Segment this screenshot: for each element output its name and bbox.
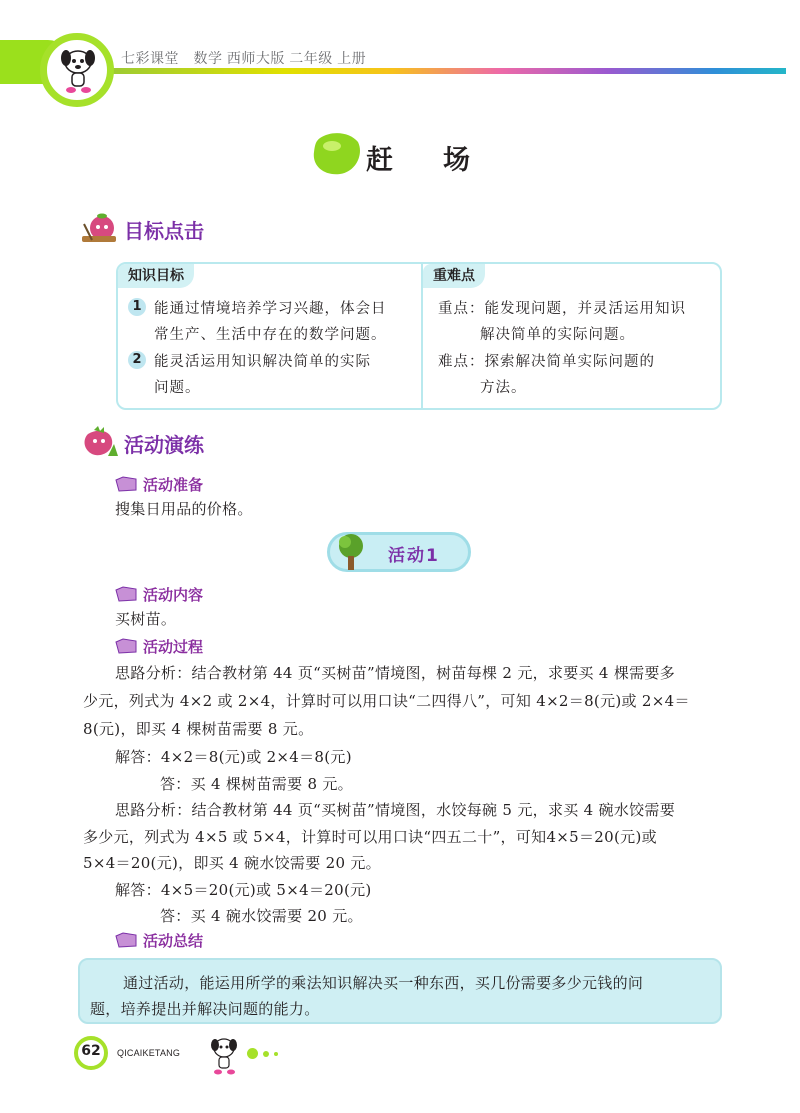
analysis-1-line-2: 少元，列式为 4×2 或 2×4，计算时可以用口诀“二四得八”，可知 4×2＝8(元)或 2×4＝ xyxy=(83,692,690,710)
key-point-line-2: 解决简单的实际问题。 xyxy=(480,327,635,343)
section-activity-title: 活动演练 xyxy=(124,433,204,457)
answer-2-line-2: 答：买 4 碗水饺需要 20 元。 xyxy=(160,907,363,925)
green-blob-icon xyxy=(312,132,362,176)
strawberry-character-icon xyxy=(80,426,120,460)
analysis-1-line-3: 8(元)，即买 4 棵树苗需要 8 元。 xyxy=(83,720,314,738)
dog-mascot-icon xyxy=(52,44,104,98)
difficult-point-line-1: 难点：探索解决简单实际问题的 xyxy=(438,354,655,370)
analysis-2-line-3: 5×4＝20(元)，即买 4 碗水饺需要 20 元。 xyxy=(83,854,381,872)
summary-label-text: 活动总结 xyxy=(143,932,204,950)
folder-tag-icon xyxy=(115,586,137,602)
knowledge-goals-tag: 知识目标 xyxy=(118,264,194,288)
activity-badge-label: 活动1 xyxy=(388,546,440,566)
key-point-line-1: 重点：能发现问题，并灵活运用知识 xyxy=(438,301,686,317)
footer-dot xyxy=(247,1048,258,1059)
content-text: 买树苗。 xyxy=(115,610,177,628)
footer-dot xyxy=(274,1052,278,1056)
header-rainbow-bar xyxy=(70,68,786,74)
analysis-2-line-2: 多少元，列式为 4×5 或 5×4，计算时可以用口诀“四五二十”，可知4×5＝20(元)或 xyxy=(83,828,657,846)
dog-mascot-icon xyxy=(204,1034,244,1078)
folder-tag-icon xyxy=(115,476,137,492)
prep-label-text: 活动准备 xyxy=(143,476,204,494)
section-goals-title: 目标点击 xyxy=(124,219,204,243)
content-label-text: 活动内容 xyxy=(143,586,204,604)
folder-tag-icon xyxy=(115,932,137,948)
prep-text: 搜集日用品的价格。 xyxy=(115,500,253,518)
folder-tag-icon xyxy=(115,638,137,654)
goal-2-line-2: 问题。 xyxy=(154,380,201,396)
goal-number: 1 xyxy=(128,298,146,316)
difficult-point-line-2: 方法。 xyxy=(480,380,527,396)
analysis-2-line-1: 思路分析：结合教材第 44 页“买树苗”情境图，水饺每碗 5 元，求买 4 碗水饺需要 xyxy=(115,801,676,819)
process-label-text: 活动过程 xyxy=(143,638,204,656)
chapter-title: 赶场 xyxy=(366,145,520,176)
tree-icon xyxy=(334,532,368,572)
goal-number: 2 xyxy=(128,351,146,369)
answer-1-line-2: 答：买 4 棵树苗需要 8 元。 xyxy=(160,775,353,793)
answer-2-line-1: 解答：4×5＝20(元)或 5×4＝20(元) xyxy=(115,881,372,899)
summary-line-2: 题，培养提出并解决问题的能力。 xyxy=(90,1000,320,1018)
book-title: 七彩课堂 数学 西师大版 二年级 上册 xyxy=(121,50,367,66)
footer-brand: QICAIKETANG xyxy=(117,1048,181,1058)
key-points-tag: 重难点 xyxy=(423,264,485,288)
page-number: 62 xyxy=(81,1043,101,1059)
answer-1-line-1: 解答：4×2＝8(元)或 2×4＝8(元) xyxy=(115,748,352,766)
analysis-1-line-1: 思路分析：结合教材第 44 页“买树苗”情境图，树苗每棵 2 元，求要买 4 棵需要多 xyxy=(115,664,676,682)
footer-dot xyxy=(263,1051,269,1057)
summary-line-1: 通过活动，能运用所学的乘法知识解决买一种东西，买几份需要多少元钱的问 xyxy=(123,974,644,992)
goals-table xyxy=(116,262,722,410)
apple-character-icon xyxy=(80,212,120,246)
goal-1-line-2: 常生产、生活中存在的数学问题。 xyxy=(154,327,387,343)
goal-1-line-1: 能通过情境培养学习兴趣，体会日 xyxy=(154,301,387,317)
goal-2-line-1: 能灵活运用知识解决简单的实际 xyxy=(154,354,371,370)
